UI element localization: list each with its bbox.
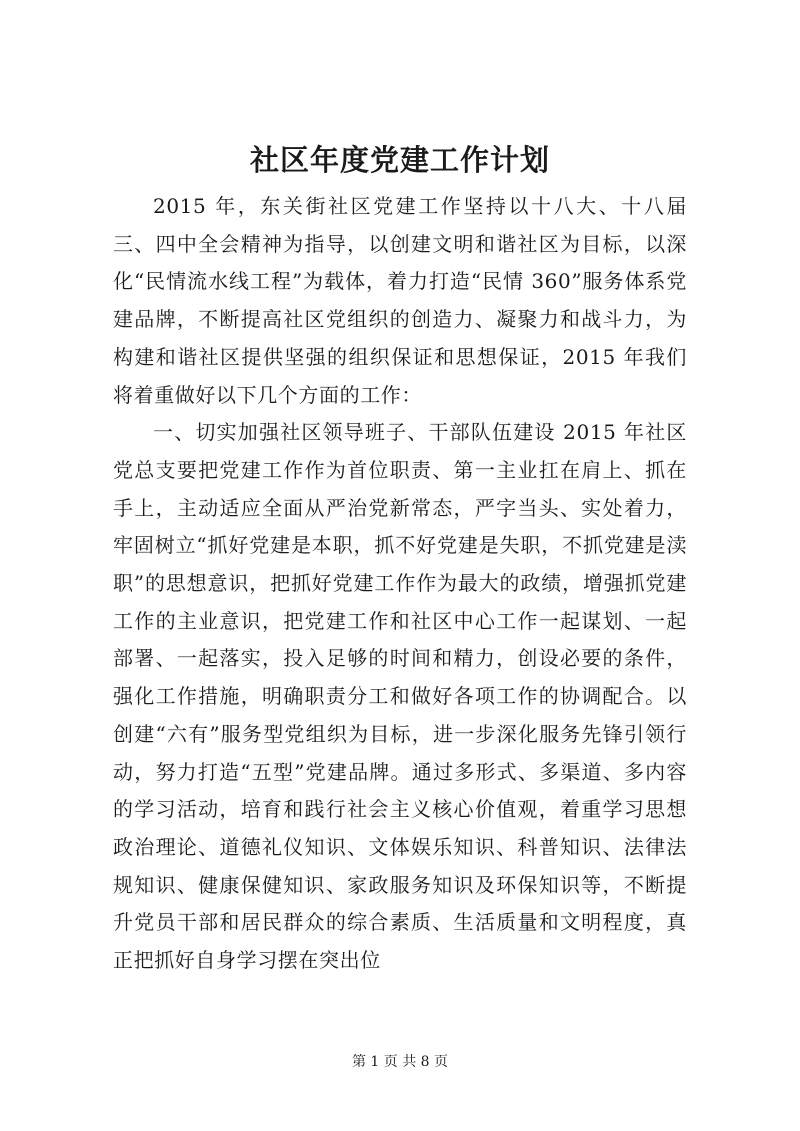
document-body	[113, 188, 687, 980]
paragraph-section-one: 一、切实加强社区领导班子、干部队伍建设 2015 年社区党总支要把党建工作作为首位职责、第一主业扛在肩上、抓在手上，主动适应全面从严治党新常态，严字当头、实处着力，牢固树立“抓好党建是本职，抓不好党建是失职，不抓党建是渎职”的思想意识，把抓好党建工作作为最大的政绩，增强抓党建工作的主业意识，把党建工作和社区中心工作一起谋划、一起部署、一起落实，投入足够的时间和精力，创设必要的条件，强化工作措施，明确职责分工和做好各项工作的协调配合。以创建“六有”服务型党组织为目标，进一步深化服务先锋引领行动，努力打造“五型”党建品牌。通过多形式、多渠道、多内容的学习活动，培育和践行社会主义核心价值观，着重学习思想政治理论、道德礼仪知识、文体娱乐知识、科普知识、法律法规知识、健康保健知识、家政服务知识及环保知识等，不断提升党员干部和居民群众的综合素质、生活质量和文明程度，真正把抓好自身学习摆在突出位	[113, 420, 687, 973]
page-number-footer: 第 1 页 共 8 页	[351, 1054, 449, 1070]
document-title: 社区年度党建工作计划	[249, 143, 550, 177]
paragraph-intro: 2015 年，东关街社区党建工作坚持以十八大、十八届三、四中全会精神为指导，以创建文明和谐社区为目标，以深化“民情流水线工程”为载体，着力打造“民情 360”服务体系党建品牌，不断提高社区党组织的创造力、凝聚力和战斗力，为构建和谐社区提供坚强的组织保证和思想保证，2015 年我们将着重做好以下几个方面的工作：	[113, 194, 687, 407]
